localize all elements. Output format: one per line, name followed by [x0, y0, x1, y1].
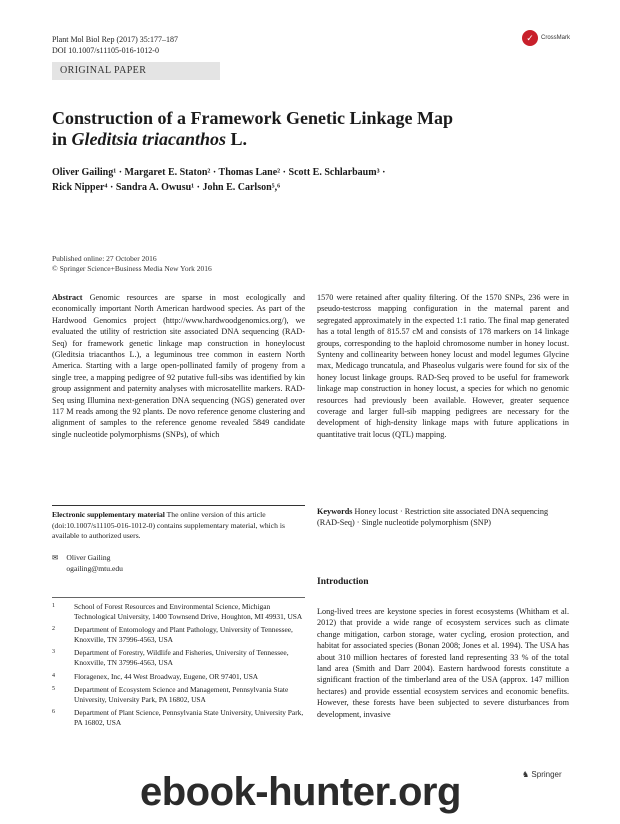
- abstract-right: 1570 were retained after quality filtering. Of the 1570 SNPs, 236 were in pseudo-testcross mapping configuration in the maternal parent and segregated approximately in the expected 1:1 ratio. The final map generated has a total length of 815.57 cM and consists of 178 markers on 14 linkage groups, corresponding to the haploid chromosome number in honey locust. Synteny and collinearity between honey locust and model legumes Glycine max, Medicago truncatula, and Phaseolus vulgaris were found for six of the honey locust linkage groups. RAD-Seq proved to be useful for framework linkage map construction in honey locust, a species for which no genomic resources had previously been available. However, greater sequence coverage and larger full-sib mapping pedigrees are necessary for the development of high-density linkage maps with future applications in quantitative trait locus (QTL) mapping.: [317, 293, 569, 439]
- esm-label: Electronic supplementary material: [52, 510, 165, 519]
- published-date: Published online: 27 October 2016: [52, 254, 157, 263]
- affiliation-item: 6 Department of Plant Science, Pennsylvania State University, University Park, PA 16802, USA: [52, 708, 304, 727]
- keywords-text: Honey locust · Restriction site associated DNA sequencing (RAD-Seq) · Single nucleotide polymorphism (SNP): [317, 507, 549, 528]
- title-line-2: in Gleditsia triacanthos L.: [52, 129, 248, 149]
- crossmark-label: CrossMark: [541, 35, 571, 41]
- article-type-badge: ORIGINAL PAPER: [52, 62, 220, 80]
- title-line-1: Construction of a Framework Genetic Linkage Map: [52, 108, 453, 128]
- citation: Plant Mol Biol Rep (2017) 35:177–187: [52, 35, 178, 44]
- copyright: © Springer Science+Business Media New York 2016: [52, 264, 212, 273]
- esm-note: [52, 505, 305, 542]
- abstract-text-left: Genomic resources are sparse in most ecologically and economically important North American hardwood species. As part of the Hardwood Genomics project (http://www.hardwoodgenomics.org/), we evaluated the utility of restriction site associated DNA sequencing (RAD-Seq) for framework genetic linkage map construction in honeylocust (Gleditsia triacanthos L.), a leguminous tree common in eastern North America. Starting with a large open-pollinated family of progeny from a single tree, a mapping pedigree of 92 putative full-sibs was identified by kin group assignment and paternity analyses with microsatellite markers. RAD-Seq using Illumina next-generation DNA sequencing (NGS) generated over 117 M reads among the 92 plants. De novo reference genome clustering and alignment of samples to the reference genome revealed 5849 candidate single nucleotide polymorphisms (SNPs), of which: [52, 293, 306, 439]
- paper-title: [52, 108, 552, 150]
- corresponding-email[interactable]: ogailing@mtu.edu: [66, 563, 123, 573]
- springer-logo: [522, 770, 562, 779]
- esm-text: The online version of this article (doi:10.1007/s11105-016-1012-0) contains supplementary material, which is available to authorized users.: [52, 510, 285, 540]
- affiliation-item: 5 Department of Ecosystem Science and Management, Pennsylvania State University, University Park, PA 16802, USA: [52, 685, 289, 704]
- crossmark[interactable]: [522, 30, 570, 46]
- affiliation-item: 2 Department of Entomology and Plant Pathology, University of Tennessee, Knoxville, TN 37996-4563, USA: [52, 625, 293, 644]
- envelope-icon: ✉: [52, 553, 59, 562]
- introduction-text: Long-lived trees are keystone species in forest ecosystems (Whitham et al. 2012) that provide a wide range of ecosystem services such as climate change mitigation, carbon storage, water cycling, erosion protection, and habitat for associated species (Bonan 2008; Jones et al. 1994). The USA has about 310 million hectares of forested land representing 33 % of the total land area (Smith and Darr 2004). Eastern hardwood forests constitute a significant fraction of the timberland area of the USA (approx. 147 million hectares) and provide essential ecosystem services and economic benefits. However, these forests have been subjected to severe disturbances from development, invasive: [317, 607, 569, 719]
- doi: DOI 10.1007/s11105-016-1012-0: [52, 46, 159, 55]
- publication-info: [52, 254, 212, 274]
- springer-horse-icon: ♞: [522, 770, 530, 779]
- abstract-left: [52, 292, 305, 440]
- introduction-heading: Introduction: [317, 577, 369, 587]
- authors-line-1: Oliver Gailing¹ · Margaret E. Staton² · Thomas Lane² · Scott E. Schlarbaum³ ·: [52, 167, 386, 178]
- affiliations: [52, 597, 305, 732]
- abstract-label: Abstract: [52, 293, 83, 302]
- watermark: ebook-hunter.org: [140, 770, 461, 814]
- corresponding-author: [52, 553, 123, 574]
- affiliation-item: 4 Floragenex, Inc, 44 West Broadway, Eugene, OR 97401, USA: [52, 671, 259, 681]
- springer-label: Springer: [531, 770, 562, 779]
- corresponding-name: Oliver Gailing: [66, 553, 111, 562]
- affiliation-item: 1 School of Forest Resources and Environmental Science, Michigan Technological University, 1400 Townsend Drive, Houghton, MI 49931, USA: [52, 602, 303, 621]
- journal-header: [52, 34, 178, 56]
- authors-line-2: Rick Nipper⁴ · Sandra A. Owusu¹ · John E. Carlson⁵,⁶: [52, 182, 281, 193]
- authors: [52, 165, 572, 195]
- keywords-label: Keywords: [317, 507, 353, 516]
- affiliation-item: 3 Department of Forestry, Wildlife and Fisheries, University of Tennessee, Knoxville, TN 37996-4563, USA: [52, 648, 289, 667]
- crossmark-icon: ✓: [522, 30, 538, 46]
- keywords: [317, 506, 569, 529]
